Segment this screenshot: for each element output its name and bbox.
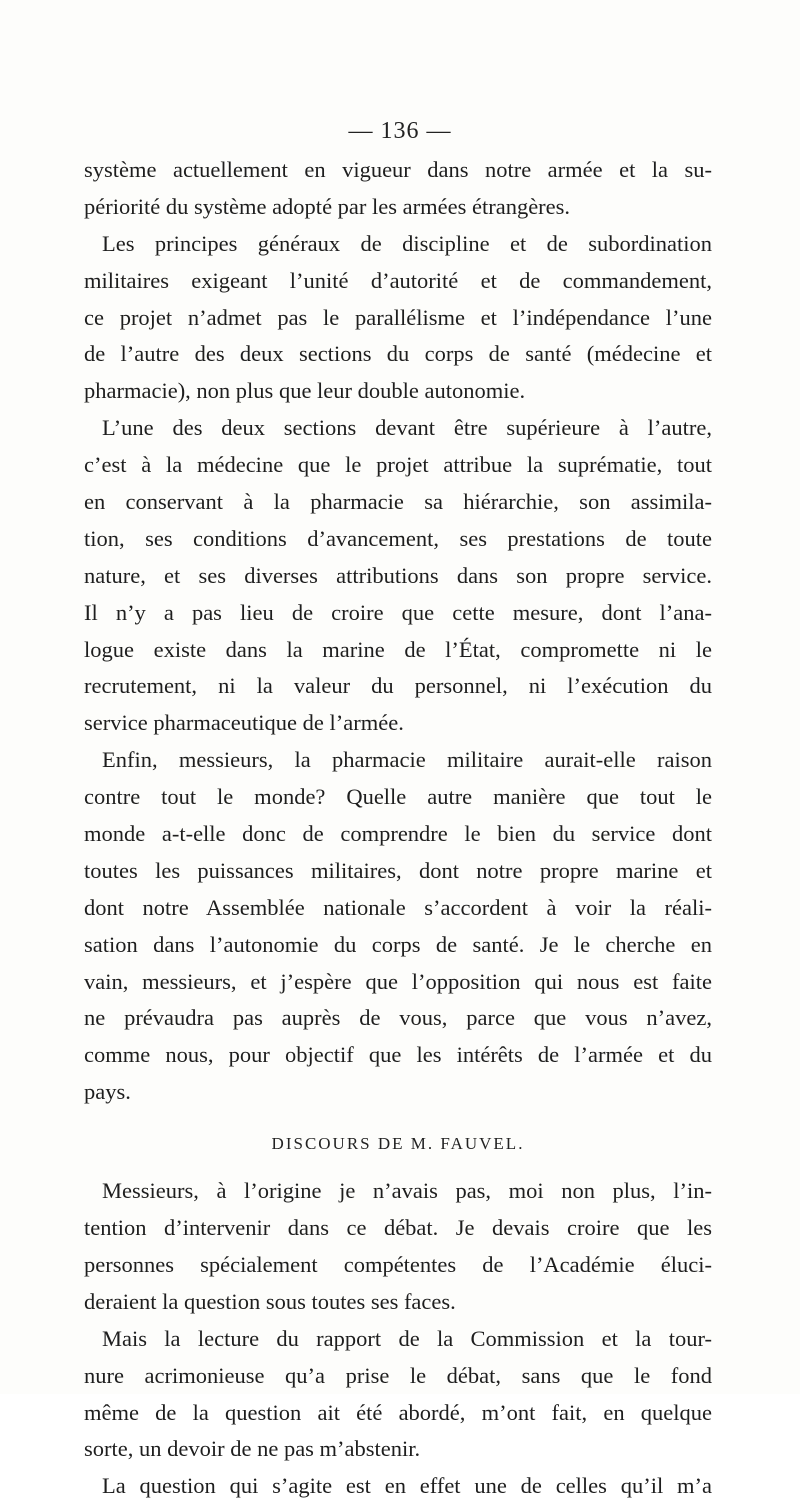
text-line: dont notre Assemblée nationale s’accordent à voir la réali-: [84, 894, 712, 920]
text-line: militaires exigeant l’unité d’autorité et de commandement,: [84, 267, 712, 293]
text-line: vain, messieurs, et j’espère que l’opposition qui nous est faite: [84, 968, 712, 994]
text-line: système actuellement en vigueur dans notre armée et la su-: [84, 157, 712, 182]
text-line: Enfin, messieurs, la pharmacie militaire aurait-elle raison: [102, 747, 712, 773]
text-line: ce projet n’admet pas le parallélisme et l’indépendance l’une: [84, 304, 712, 330]
text-line: Les principes généraux de discipline et de subordination: [102, 230, 712, 256]
text-line: Il n’y a pas lieu de croire que cette mesure, dont l’ana-: [84, 599, 712, 625]
text-line: Mais la lecture du rapport de la Commission et la tour-: [102, 1325, 712, 1351]
text-line: contre tout le monde? Quelle autre manière que tout le: [84, 784, 712, 810]
text-line: recrutement, ni la valeur du personnel, ni l’exécution du: [84, 673, 712, 699]
text-line: c’est à la médecine que le projet attribue la suprématie, tout: [84, 452, 712, 478]
text-line: pharmacie), non plus que leur double autonomie.: [84, 378, 526, 404]
text-line: même de la question ait été abordé, m’ont fait, en quelque: [84, 1399, 712, 1425]
text-line: sorte, un devoir de ne pas m’abstenir.: [84, 1436, 421, 1462]
text-line: La question qui s’agite est en effet une de celles qu’il m’a: [102, 1473, 712, 1499]
text-line: deraient la question sous toutes ses faces.: [84, 1288, 456, 1314]
body-text-after-heading: [84, 1173, 712, 1505]
text-line: toutes les puissances militaires, dont notre propre marine et: [84, 857, 712, 883]
text-line: nature, et ses diverses attributions dans son propre service.: [84, 562, 712, 588]
page-number: — 136 —: [348, 118, 452, 144]
text-column: [84, 152, 712, 1505]
text-line: comme nous, pour objectif que les intérêts de l’armée et du: [84, 1042, 712, 1068]
text-line: personnes spécialement compétentes de l’Académie éluci-: [84, 1251, 712, 1277]
text-line: nure acrimonieuse qu’a prise le débat, sans que le fond: [84, 1362, 712, 1388]
text-line: pays.: [84, 1079, 131, 1105]
text-line: ne prévaudra pas auprès de vous, parce que vous n’avez,: [84, 1005, 712, 1031]
text-line: sation dans l’autonomie du corps de santé. Je le cherche en: [84, 931, 712, 957]
text-line: périorité du système adopté par les armées étrangères.: [84, 193, 571, 219]
text-line: en conservant à la pharmacie sa hiérarchie, son assimila-: [84, 489, 712, 515]
body-text-before-heading: [84, 152, 712, 1111]
text-line: L’une des deux sections devant être supérieure à l’autre,: [102, 415, 712, 441]
text-line: tion, ses conditions d’avancement, ses prestations de toute: [84, 525, 712, 551]
section-heading: DISCOURS DE M. FAUVEL.: [271, 1134, 525, 1154]
text-line: Messieurs, à l’origine je n’avais pas, moi non plus, l’in-: [102, 1178, 712, 1204]
text-line: service pharmaceutique de l’armée.: [84, 710, 404, 736]
text-line: logue existe dans la marine de l’État, compromette ni le: [84, 636, 712, 662]
text-line: tention d’intervenir dans ce débat. Je devais croire que les: [84, 1215, 712, 1241]
text-line: monde a-t-elle donc de comprendre le bien du service dont: [84, 821, 712, 847]
text-line: de l’autre des deux sections du corps de santé (médecine et: [84, 341, 712, 367]
